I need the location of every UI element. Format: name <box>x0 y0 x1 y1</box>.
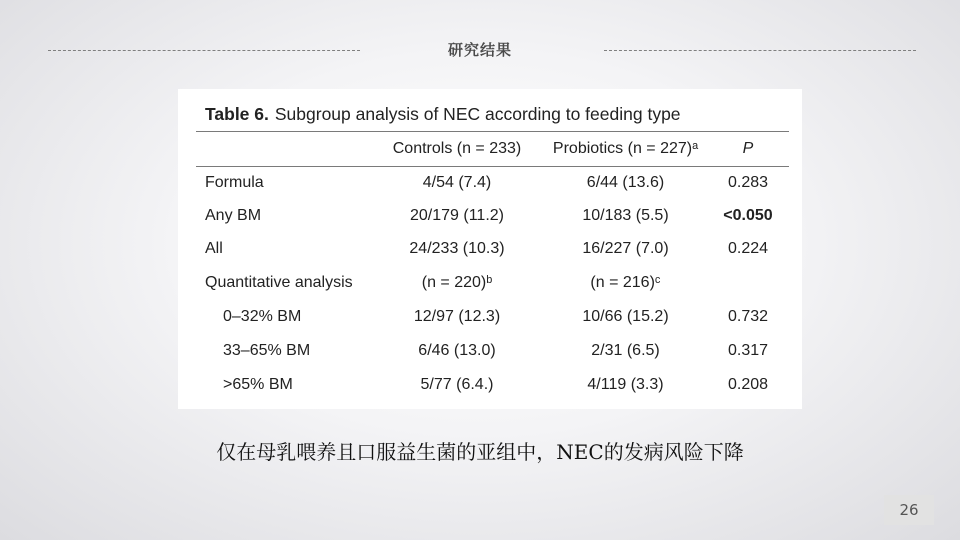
row-probiotics-value: 2/31 (6.5) <box>591 342 660 359</box>
row-probiotics-value: 10/183 (5.5) <box>582 207 669 224</box>
row-probiotics-value: 10/66 (15.2) <box>582 308 669 325</box>
header-divider-right <box>604 50 916 51</box>
table-top-rule <box>196 131 789 132</box>
results-table <box>178 89 802 409</box>
column-header-probiotics: Probiotics (n = 227)ᵃ <box>552 140 699 157</box>
row-label: 33–65% BM <box>223 342 311 359</box>
row-controls-value: 12/97 (12.3) <box>413 308 501 325</box>
row-label: All <box>205 240 223 257</box>
row-p-value: 0.732 <box>727 308 769 325</box>
row-controls-value: 24/233 (10.3) <box>409 240 505 257</box>
row-controls-value: 6/46 (13.0) <box>418 342 496 359</box>
slide-header <box>0 38 960 62</box>
row-label: 0–32% BM <box>223 308 302 325</box>
row-controls-value: 5/77 (6.4.) <box>420 376 494 393</box>
row-p-value-significant: <0.050 <box>723 207 773 224</box>
row-p-value: 0.283 <box>727 174 769 191</box>
row-label: Formula <box>205 174 264 191</box>
column-header-controls: Controls (n = 233) <box>392 140 522 157</box>
table-caption <box>205 104 681 125</box>
row-probiotics-value: 4/119 (3.3) <box>587 376 664 393</box>
column-header-p: P <box>742 140 754 157</box>
row-controls-value: (n = 220)ᵇ <box>421 274 493 291</box>
row-p-value: 0.317 <box>727 342 769 359</box>
slide-title: 研究结果 <box>447 41 512 59</box>
row-p-value: 0.208 <box>727 376 769 393</box>
row-label: Quantitative analysis <box>205 274 353 291</box>
conclusion-text: 仅在母乳喂养且口服益生菌的亚组中，NEC的发病风险下降 <box>216 440 744 464</box>
row-controls-value: 20/179 (11.2) <box>410 207 504 224</box>
table-caption-label: Table 6. <box>205 104 269 124</box>
row-controls-value: 4/54 (7.4) <box>422 174 492 191</box>
row-label: >65% BM <box>223 376 293 393</box>
row-probiotics-value: 6/44 (13.6) <box>586 174 665 191</box>
row-label: Any BM <box>205 207 262 224</box>
row-probiotics-value: (n = 216)ᶜ <box>590 274 661 291</box>
table-caption-text: Subgroup analysis of NEC according to feeding type <box>274 104 681 124</box>
row-p-value: 0.224 <box>727 240 769 257</box>
page-number: 26 <box>884 495 934 525</box>
table-header-rule <box>196 166 789 167</box>
row-probiotics-value: 16/227 (7.0) <box>582 240 669 257</box>
